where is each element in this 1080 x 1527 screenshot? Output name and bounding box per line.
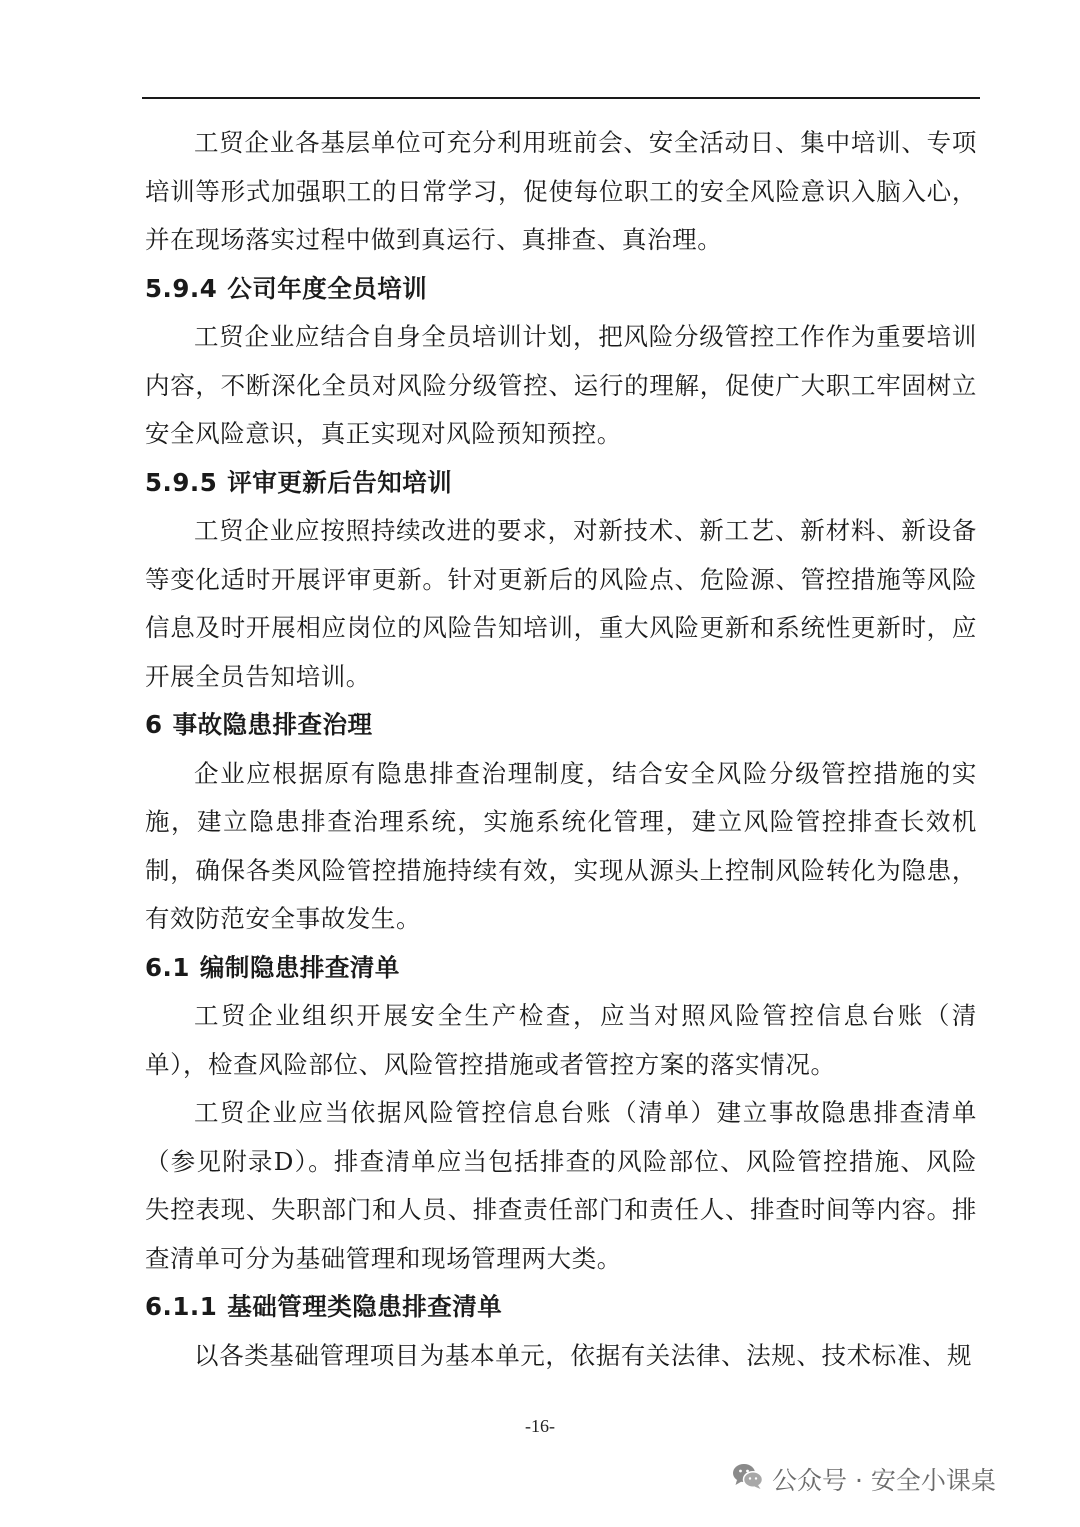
section-title: 评审更新后告知培训 — [227, 467, 453, 497]
section-heading — [145, 701, 977, 750]
section-number: 6.1 — [145, 952, 190, 982]
wechat-icon — [732, 1461, 772, 1497]
section-number: 5.9.4 — [145, 273, 218, 303]
document-body — [145, 119, 977, 1380]
paragraph: 工贸企业应结合自身全员培训计划，把风险分级管控工作作为重要培训内容，不断深化全员对风险分级管控、运行的理解，促使广大职工牢固树立安全风险意识，真正实现对风险预知预控。 — [145, 322, 977, 448]
section-heading — [145, 265, 977, 314]
paragraph: 以各类基础管理项目为基本单元，依据有关法律、法规、技术标准、规 — [194, 1340, 973, 1370]
paragraph: 工贸企业各基层单位可充分利用班前会、安全活动日、集中培训、专项培训等形式加强职工的日常学习，促使每位职工的安全风险意识入脑入心，并在现场落实过程中做到真运行、真排查、真治理。 — [145, 128, 977, 254]
paragraph: 工贸企业组织开展安全生产检查，应当对照风险管控信息台账（清单），检查风险部位、风险管控措施或者管控方案的落实情况。 — [145, 1001, 977, 1079]
section-heading — [145, 944, 977, 993]
paragraph: 工贸企业应当依据风险管控信息台账（清单）建立事故隐患排查清单（参见附录D）。排查清单应当包括排查的风险部位、风险管控措施、风险失控表现、失职部门和人员、排查责任部门和责任人、排查时间等内容。排查清单可分为基础管理和现场管理两大类。 — [145, 1098, 977, 1273]
page-number: -16- — [525, 1416, 555, 1436]
paragraph: 企业应根据原有隐患排查治理制度，结合安全风险分级管控措施的实施，建立隐患排查治理系统，实施系统化管理，建立风险管控排查长效机制，确保各类风险管控措施持续有效，实现从源头上控制风险转化为隐患，有效防范安全事故发生。 — [145, 758, 977, 933]
paragraph: 工贸企业应按照持续改进的要求，对新技术、新工艺、新材料、新设备等变化适时开展评审更新。针对更新后的风险点、危险源、管控措施等风险信息及时开展相应岗位的风险告知培训，重大风险更新和系统性更新时，应开展全员告知培训。 — [145, 516, 977, 691]
section-heading — [145, 459, 977, 508]
section-title: 公司年度全员培训 — [227, 273, 428, 303]
header-rule — [142, 97, 980, 99]
watermark — [732, 1459, 996, 1499]
watermark-text: 公众号 · 安全小课桌 — [772, 1466, 996, 1495]
section-heading — [145, 1283, 977, 1332]
section-title: 编制隐患排查清单 — [199, 952, 400, 982]
section-title: 事故隐患排查治理 — [172, 710, 373, 739]
section-number: 6 — [145, 710, 163, 739]
section-number: 5.9.5 — [145, 467, 218, 497]
section-title: 基础管理类隐患排查清单 — [227, 1292, 503, 1321]
section-number: 6.1.1 — [145, 1292, 218, 1321]
